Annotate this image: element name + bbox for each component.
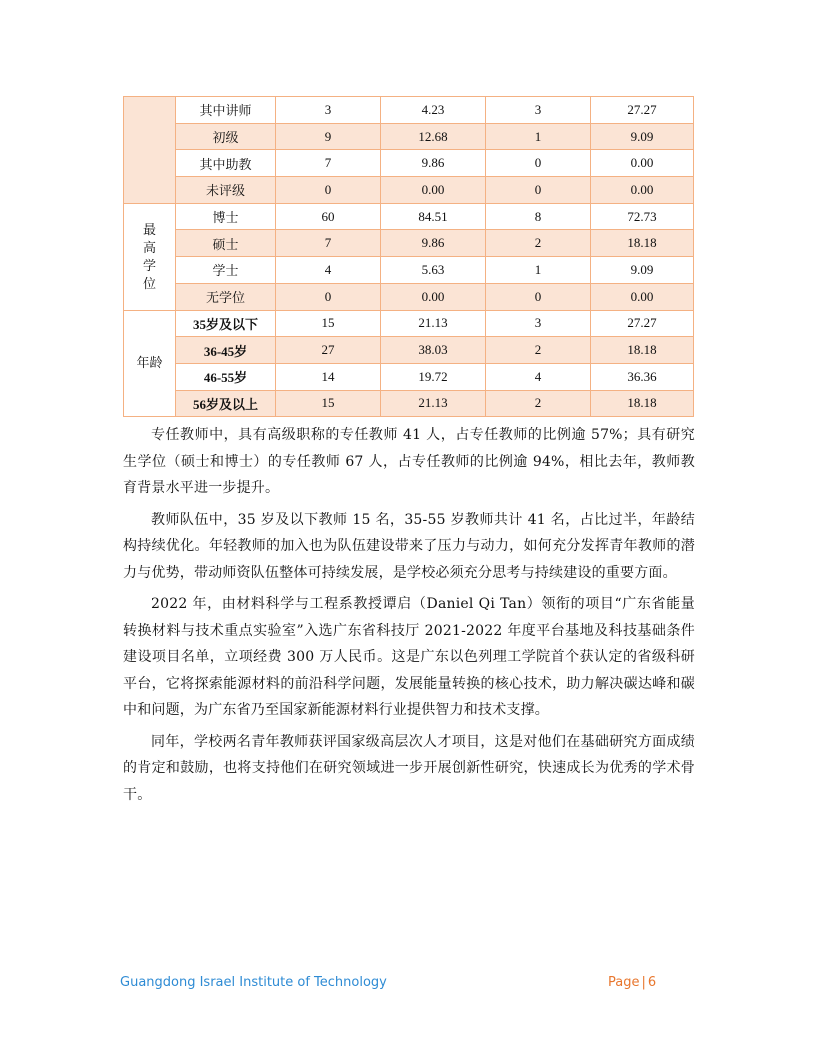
table-row: [124, 257, 694, 284]
paragraph: 教师队伍中，35 岁及以下教师 15 名，35-55 岁教师共计 41 名，占比过半，年龄结构持续优化。年轻教师的加入也为队伍建设带来了压力与动力，如何充分发挥青年教师的潜力与优势，带动师资队伍整体可持续发展，是学校必须充分思考与持续建设的重要方面。: [123, 511, 695, 581]
value-cell: 9.86: [381, 150, 486, 177]
value-cell: 21.13: [381, 390, 486, 417]
row-category-cell: 其中助教: [176, 150, 276, 177]
value-cell: 9.09: [591, 257, 694, 284]
value-cell: 18.18: [591, 230, 694, 257]
value-cell: 27.27: [591, 310, 694, 337]
row-category-cell: 硕士: [176, 230, 276, 257]
value-cell: 3: [486, 97, 591, 124]
value-cell: 3: [486, 310, 591, 337]
value-cell: 3: [276, 97, 381, 124]
row-category-cell: 未评级: [176, 177, 276, 204]
value-cell: 18.18: [591, 390, 694, 417]
table-row: [124, 123, 694, 150]
row-category-cell: 35岁及以下: [176, 310, 276, 337]
table-row: [124, 230, 694, 257]
table-row: [124, 363, 694, 390]
value-cell: 12.68: [381, 123, 486, 150]
paragraph: 专任教师中，具有高级职称的专任教师 41 人，占专任教师的比例逾 57%；具有研究生学位（硕士和博士）的专任教师 67 人，占专任教师的比例逾 94%，相比去年，教师教育背景水平进一步提升。: [123, 427, 695, 496]
value-cell: 21.13: [381, 310, 486, 337]
page-label: Page: [608, 975, 640, 990]
table-row: [124, 337, 694, 364]
row-category-cell: 36-45岁: [176, 337, 276, 364]
value-cell: 0.00: [591, 150, 694, 177]
value-cell: 36.36: [591, 363, 694, 390]
row-category-cell: 46-55岁: [176, 363, 276, 390]
table-row: [124, 150, 694, 177]
table-row: [124, 390, 694, 417]
value-cell: 27.27: [591, 97, 694, 124]
footer-page: [608, 975, 656, 990]
staff-statistics-table: [123, 96, 694, 417]
row-category-cell: 学士: [176, 257, 276, 284]
group-label-cell: 年龄: [124, 310, 176, 417]
value-cell: 0.00: [381, 283, 486, 310]
value-cell: 84.51: [381, 203, 486, 230]
value-cell: 27: [276, 337, 381, 364]
body-text: [123, 422, 695, 813]
value-cell: 0: [276, 283, 381, 310]
value-cell: 0.00: [591, 283, 694, 310]
page-separator: |: [641, 975, 646, 990]
paragraph: 同年，学校两名青年教师获评国家级高层次人才项目，这是对他们在基础研究方面成绩的肯定和鼓励，也将支持他们在研究领域进一步开展创新性研究，快速成长为优秀的学术骨干。: [123, 733, 695, 803]
group-label-cell: [124, 97, 176, 204]
value-cell: 4: [486, 363, 591, 390]
value-cell: 1: [486, 123, 591, 150]
value-cell: 15: [276, 310, 381, 337]
value-cell: 8: [486, 203, 591, 230]
value-cell: 19.72: [381, 363, 486, 390]
page-number: 6: [647, 975, 657, 990]
table-row: [124, 283, 694, 310]
value-cell: 9: [276, 123, 381, 150]
value-cell: 0.00: [591, 177, 694, 204]
value-cell: 0: [276, 177, 381, 204]
value-cell: 9.86: [381, 230, 486, 257]
row-category-cell: 56岁及以上: [176, 390, 276, 417]
value-cell: 0: [486, 177, 591, 204]
value-cell: 1: [486, 257, 591, 284]
row-category-cell: 博士: [176, 203, 276, 230]
value-cell: 72.73: [591, 203, 694, 230]
value-cell: 2: [486, 337, 591, 364]
paragraph: 2022 年，由材料科学与工程系教授谭启（Daniel Qi Tan）领衔的项目“广东省能量转换材料与技术重点实验室”入选广东省科技厅 2021-2022 年度平台基地及科技基础条件建设项目名单，立项经费 300 万人民币。这是广东以色列理工学院首个获认定的省级科研平台，它将探索能源材料的前沿科学问题，发展能量转换的核心技术，助力解决碳达峰和碳中和问题，为广东省乃至国家新能源材料行业提供智力和技术支撑。: [123, 596, 695, 718]
value-cell: 18.18: [591, 337, 694, 364]
value-cell: 7: [276, 150, 381, 177]
value-cell: 0: [486, 150, 591, 177]
value-cell: 5.63: [381, 257, 486, 284]
value-cell: 14: [276, 363, 381, 390]
footer-institution: Guangdong Israel Institute of Technology: [120, 975, 387, 990]
table-row: [124, 177, 694, 204]
group-label-cell: 最高学位: [124, 203, 176, 310]
value-cell: 4: [276, 257, 381, 284]
value-cell: 15: [276, 390, 381, 417]
value-cell: 7: [276, 230, 381, 257]
value-cell: 38.03: [381, 337, 486, 364]
value-cell: 9.09: [591, 123, 694, 150]
value-cell: 2: [486, 230, 591, 257]
table-row: [124, 310, 694, 337]
staff-statistics-table-wrap: [123, 96, 693, 417]
table-row: [124, 97, 694, 124]
value-cell: 0.00: [381, 177, 486, 204]
row-category-cell: 无学位: [176, 283, 276, 310]
value-cell: 0: [486, 283, 591, 310]
value-cell: 60: [276, 203, 381, 230]
value-cell: 2: [486, 390, 591, 417]
row-category-cell: 其中讲师: [176, 97, 276, 124]
value-cell: 4.23: [381, 97, 486, 124]
row-category-cell: 初级: [176, 123, 276, 150]
table-row: [124, 203, 694, 230]
